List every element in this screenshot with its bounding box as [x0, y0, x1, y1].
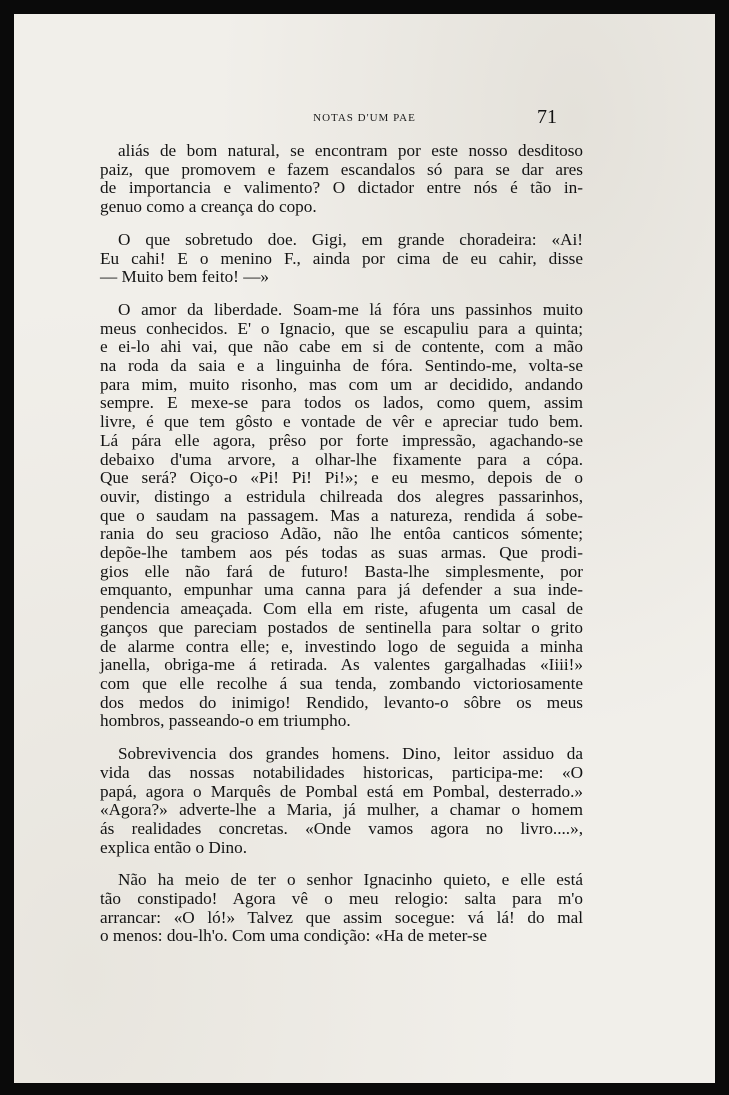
text-line: rania do seu gracioso Adão, não lhe entôa canticos sómente;	[100, 524, 583, 544]
text-line: o menos: dou-lh'o. Com uma condição: «Ha de meter-se	[100, 926, 487, 946]
text-line: Sobrevivencia dos grandes homens. Dino, leitor assiduo da	[118, 744, 583, 764]
text-line: tão constipado! Agora vê o meu relogio: salta para m'o	[100, 889, 583, 909]
text-line: na roda da saia e a linguinha de fóra. Sentindo-me, volta-se	[100, 356, 583, 376]
text-line: Lá pára elle agora, prêso por forte impressão, agachando-se	[100, 430, 583, 450]
paragraph	[100, 871, 583, 946]
text-line: depõe-lhe tambem aos pés todas as suas armas. Que prodi-	[100, 543, 583, 563]
text-line: pendencia ameaçada. Com ella em riste, afugenta um casal de	[100, 599, 583, 619]
text-line: livre, é que tem gôsto e vontade de vêr e apreciar tudo bem.	[100, 412, 583, 432]
text-line: Não ha meio de ter o senhor Ignacinho quieto, e elle está	[118, 870, 583, 890]
text-line: gios elle não fará de futuro! Basta-lhe simplesmente, por	[100, 561, 583, 581]
text-line: hombros, passeando-o em triumpho.	[100, 711, 351, 731]
text-line: explica então o Dino.	[100, 837, 248, 857]
text-line: arrancar: «O ló!» Talvez que assim socegue: vá lá! do mal	[100, 907, 583, 927]
text-line: Que será? Oiço-o «Pi! Pi! Pi!»; e eu mesmo, depois de o	[100, 468, 583, 488]
text-line: de importancia e valimento? O dictador entre nós é tão in-	[100, 178, 583, 198]
text-line: meus conhecidos. E' o Ignacio, que se escapuliu para a quinta;	[100, 318, 583, 338]
text-line: para mim, muito risonho, mas com um ar decidido, andando	[100, 374, 583, 394]
running-title: NOTAS D'UM PAE	[313, 112, 416, 124]
text-line: ouvir, distingo a estridula chilreada dos alegres passarinhos,	[100, 486, 583, 506]
text-line: O que sobretudo doe. Gigi, em grande choradeira: «Ai!	[118, 229, 583, 249]
text-line: ganços que pareciam postados de sentinella para soltar o grito	[100, 617, 583, 637]
text-line: janella, obriga-me á retirada. As valentes gargalhadas «Iiii!»	[100, 655, 583, 675]
text-line: O amor da liberdade. Soam-me lá fóra uns passinhos muito	[118, 299, 583, 319]
text-line: — Muito bem feito! —»	[100, 267, 269, 287]
text-line: paiz, que promovem e fazem escandalos só para se dar ares	[100, 159, 583, 179]
text-line: vida das nossas notabilidades historicas, participa-me: «O	[100, 762, 583, 782]
text-line: papá, agora o Marquês de Pombal está em Pombal, desterrado.»	[100, 781, 583, 801]
paragraph	[100, 301, 583, 731]
text-line: emquanto, empunhar uma canna para já defender a sua inde-	[100, 580, 583, 600]
text-line: que o saudam na passagem. Mas a natureza, rendida á sobe-	[100, 505, 583, 525]
paragraph	[100, 142, 583, 217]
page-number: 71	[537, 106, 557, 128]
text-line: «Agora?» adverte-lhe a Maria, já mulher, a chamar o homem	[100, 800, 583, 820]
text-line: e ei-lo ahi vai, que não cabe em si de contente, com a mão	[100, 337, 583, 357]
text-line: genuo como a creança do copo.	[100, 197, 317, 217]
page-header	[14, 106, 715, 136]
paragraph	[100, 745, 583, 857]
page-body	[100, 142, 583, 960]
text-line: ás realidades concretas. «Onde vamos agora no livro....»,	[100, 818, 583, 838]
text-line: aliás de bom natural, se encontram por este nosso desditoso	[118, 141, 583, 160]
text-line: com que elle recolhe á sua tenda, zombando victoriosamente	[100, 673, 583, 693]
text-line: sempre. E mexe-se para todos os lados, como quem, assim	[100, 393, 583, 413]
paragraph	[100, 231, 583, 287]
text-line: Eu cahi! E o menino F., ainda por cima de eu cahir, disse	[100, 248, 583, 268]
text-line: dos medos do inimigo! Rendido, levanto-o sôbre os meus	[100, 692, 583, 712]
text-line: debaixo d'uma arvore, a olhar-lhe fixamente para a cópa.	[100, 449, 583, 469]
text-line: de alarme contra elle; e, investindo logo de seguida a minha	[100, 636, 583, 656]
book-page	[14, 14, 715, 1083]
